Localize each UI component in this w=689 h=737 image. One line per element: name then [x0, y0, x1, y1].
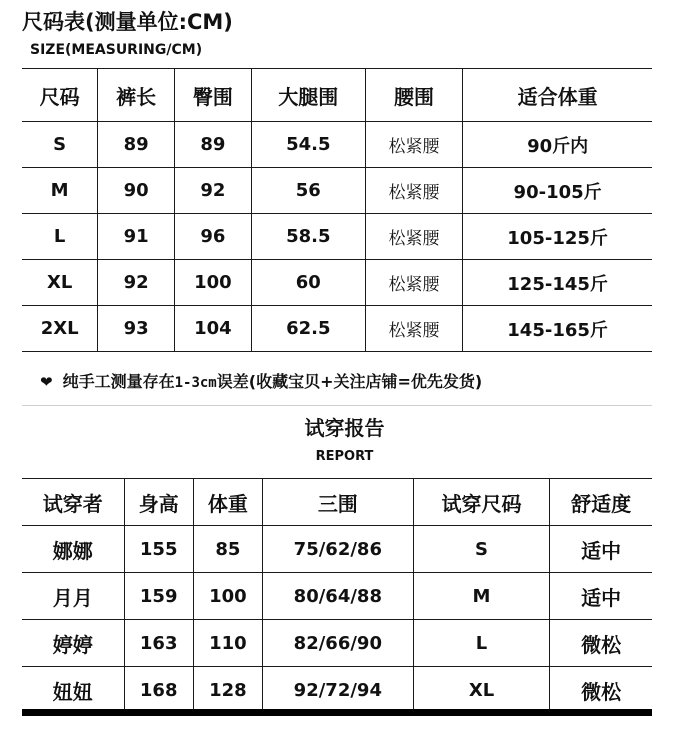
table-row [22, 620, 652, 667]
report-title: 试穿报告 [304, 416, 385, 440]
hip-cell: 104 [175, 306, 252, 352]
size-cell: M [22, 168, 98, 214]
note-range: 1-3cm [174, 375, 217, 391]
size-table-header-row [22, 69, 652, 122]
waist-cell: 松紧腰 [365, 214, 462, 260]
length-cell: 93 [98, 306, 175, 352]
weight-cell: 90斤内 [463, 122, 652, 168]
page-subtitle: SIZE(MEASURING/CM) [30, 42, 203, 58]
table-row [22, 260, 652, 306]
weight-cell: 90-105斤 [463, 168, 652, 214]
person-cell: 婷婷 [22, 620, 124, 667]
height-cell: 155 [124, 526, 193, 573]
size-col-weight: 适合体重 [463, 69, 652, 122]
size-col-size: 尺码 [22, 69, 98, 122]
table-row [22, 168, 652, 214]
measurement-note [40, 369, 482, 392]
length-cell: 89 [98, 122, 175, 168]
weight-cell: 100 [193, 573, 262, 620]
page-title: 尺码表(测量单位:CM) [22, 10, 233, 34]
size-cell: S [22, 122, 98, 168]
report-subtitle: REPORT [315, 449, 374, 464]
measurements-cell: 80/64/88 [262, 573, 413, 620]
thigh-cell: 62.5 [251, 306, 365, 352]
size-cell: L [413, 620, 550, 667]
trial-col-weight: 体重 [193, 479, 262, 526]
weight-cell: 128 [193, 667, 262, 714]
weight-cell: 85 [193, 526, 262, 573]
table-row [22, 122, 652, 168]
person-cell: 月月 [22, 573, 124, 620]
report-divider [22, 405, 652, 406]
height-cell: 159 [124, 573, 193, 620]
hip-cell: 92 [175, 168, 252, 214]
bottom-bar [22, 709, 652, 716]
trial-col-measurements: 三围 [262, 479, 413, 526]
trial-table [22, 478, 652, 714]
table-row [22, 306, 652, 352]
height-cell: 168 [124, 667, 193, 714]
size-cell: 2XL [22, 306, 98, 352]
heart-icon: ❤ [40, 373, 53, 391]
person-cell: 妞妞 [22, 667, 124, 714]
thigh-cell: 58.5 [251, 214, 365, 260]
size-cell: M [413, 573, 550, 620]
trial-col-person: 试穿者 [22, 479, 124, 526]
waist-cell: 松紧腰 [365, 260, 462, 306]
comfort-cell: 适中 [550, 573, 652, 620]
trial-table-header-row [22, 479, 652, 526]
thigh-cell: 54.5 [251, 122, 365, 168]
measurements-cell: 92/72/94 [262, 667, 413, 714]
measurements-cell: 82/66/90 [262, 620, 413, 667]
hip-cell: 89 [175, 122, 252, 168]
size-cell: XL [413, 667, 550, 714]
size-col-length: 裤长 [98, 69, 175, 122]
length-cell: 91 [98, 214, 175, 260]
length-cell: 90 [98, 168, 175, 214]
table-row [22, 667, 652, 714]
person-cell: 娜娜 [22, 526, 124, 573]
comfort-cell: 适中 [550, 526, 652, 573]
measurements-cell: 75/62/86 [262, 526, 413, 573]
note-text-before: 纯手工测量存在 [62, 372, 175, 391]
waist-cell: 松紧腰 [365, 168, 462, 214]
weight-cell: 125-145斤 [463, 260, 652, 306]
size-cell: XL [22, 260, 98, 306]
size-col-thigh: 大腿围 [251, 69, 365, 122]
thigh-cell: 56 [251, 168, 365, 214]
table-row [22, 526, 652, 573]
waist-cell: 松紧腰 [365, 122, 462, 168]
size-table [22, 68, 652, 352]
waist-cell: 松紧腰 [365, 306, 462, 352]
height-cell: 163 [124, 620, 193, 667]
size-cell: L [22, 214, 98, 260]
size-cell: S [413, 526, 550, 573]
trial-col-comfort: 舒适度 [550, 479, 652, 526]
size-col-hip: 臀围 [175, 69, 252, 122]
comfort-cell: 微松 [550, 620, 652, 667]
size-col-waist: 腰围 [365, 69, 462, 122]
weight-cell: 105-125斤 [463, 214, 652, 260]
hip-cell: 96 [175, 214, 252, 260]
thigh-cell: 60 [251, 260, 365, 306]
trial-col-size: 试穿尺码 [413, 479, 550, 526]
length-cell: 92 [98, 260, 175, 306]
weight-cell: 145-165斤 [463, 306, 652, 352]
note-text-after: 误差(收藏宝贝+关注店铺=优先发货) [216, 372, 483, 391]
comfort-cell: 微松 [550, 667, 652, 714]
table-row [22, 573, 652, 620]
table-row [22, 214, 652, 260]
weight-cell: 110 [193, 620, 262, 667]
trial-col-height: 身高 [124, 479, 193, 526]
hip-cell: 100 [175, 260, 252, 306]
